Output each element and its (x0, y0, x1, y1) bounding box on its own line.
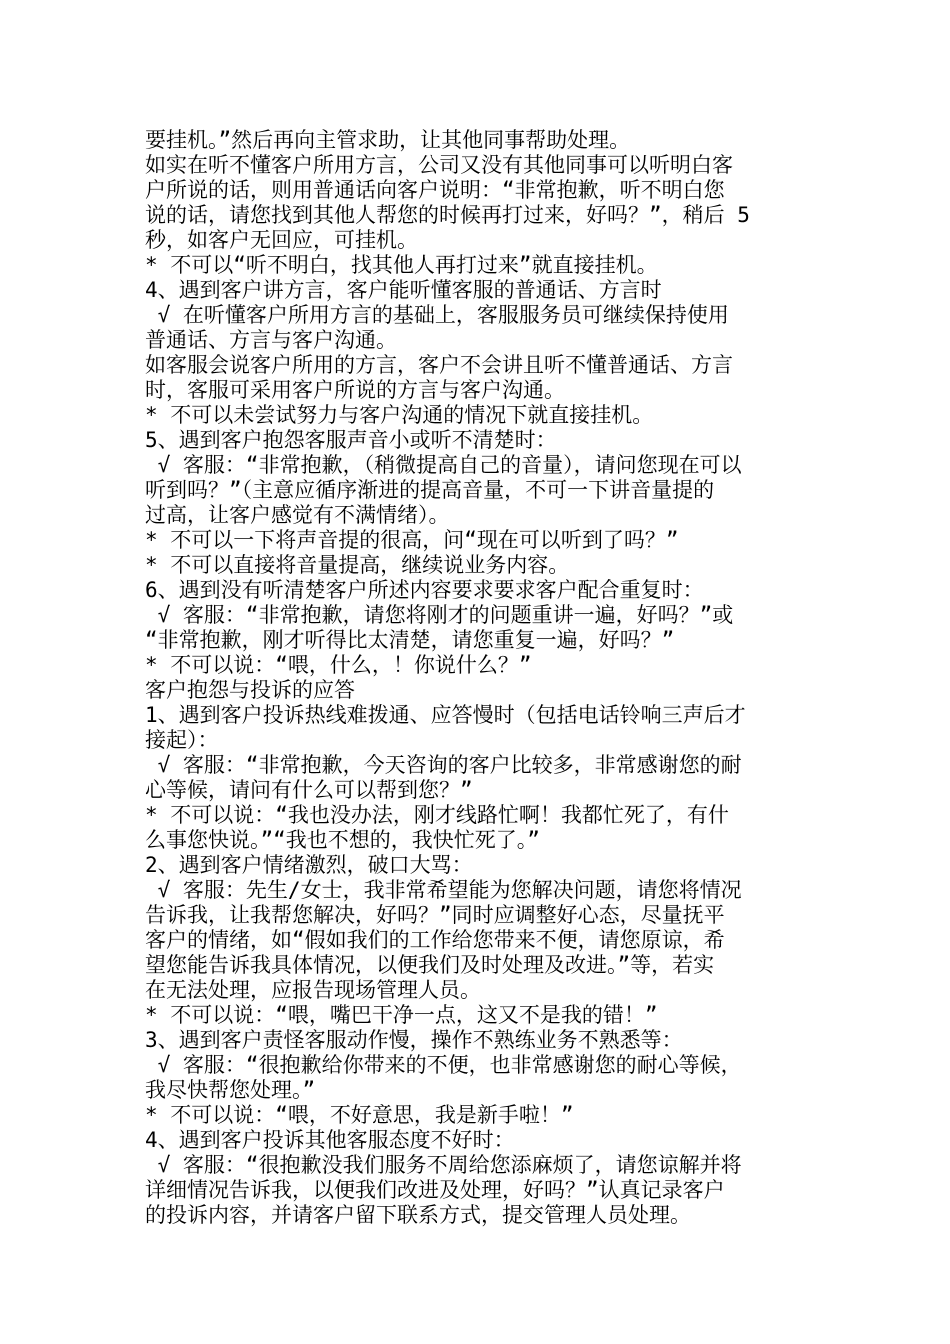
text-line: 详细情况告诉我，以便我们改进及处理，好吗？”认真记录客户 (145, 1178, 725, 1202)
text-line: 3、遇到客户责怪客服动作慢，操作不熟练业务不熟悉等： (145, 1028, 683, 1052)
text-line: √ 在听懂客户所用方言的基础上，客服服务员可继续保持使用 (145, 303, 729, 327)
text-line: 么事您快说。”“我也不想的，我快忙死了。” (145, 828, 540, 852)
text-line: “非常抱歉，刚才听得比太清楚，请您重复一遍，好吗？” (145, 628, 675, 652)
text-line: 6、遇到没有听清楚客户所述内容要求要求客户配合重复时： (145, 578, 704, 602)
text-line: 户所说的话，则用普通话向客户说明：“非常抱歉，听不明白您 (145, 178, 725, 202)
document-body (145, 128, 815, 1228)
text-line: * 不可以“听不明白，找其他人再打过来”就直接挂机。 (145, 253, 658, 277)
text-line: 心等候，请问有什么可以帮到您？” (145, 778, 473, 802)
text-line: 在无法处理，应报告现场管理人员。 (145, 978, 481, 1002)
text-line: 5、遇到客户抱怨客服声音小或听不清楚时： (145, 428, 557, 452)
text-line: 的投诉内容，并请客户留下联系方式，提交管理人员处理。 (145, 1203, 691, 1227)
text-line: √ 客服：先生/女士，我非常希望能为您解决问题，请您将情况 (145, 878, 742, 902)
text-line: * 不可以直接将音量提高，继续说业务内容。 (145, 553, 570, 577)
text-line: 接起）： (145, 728, 219, 752)
text-line: 客户的情绪，如“假如我们的工作给您带来不便，请您原谅，希 (145, 928, 725, 952)
text-line: * 不可以说：“喂，不好意思，我是新手啦！” (145, 1103, 574, 1127)
text-line: √ 客服：“非常抱歉，请您将刚才的问题重讲一遍，好吗？”或 (145, 603, 734, 627)
text-line: 望您能告诉我具体情况，以便我们及时处理及改进。”等，若实 (145, 953, 715, 977)
text-line: 普通话、方言与客户沟通。 (145, 328, 397, 352)
text-line: * 不可以说：“喂，什么，！你说什么？” (145, 653, 532, 677)
text-line: 听到吗？”（主意应循序渐进的提高音量，不可一下讲音量提的 (145, 478, 715, 502)
text-line: √ 客服：“非常抱歉，（稍微提高自己的音量），请问您现在可以 (145, 453, 742, 477)
text-line: 2、遇到客户情绪激烈，破口大骂： (145, 853, 473, 877)
text-line: 如实在听不懂客户所用方言，公司又没有其他同事可以听明白客 (145, 153, 733, 177)
text-line: * 不可以说：“喂，嘴巴干净一点，这又不是我的错！” (145, 1003, 658, 1027)
text-line: 4、遇到客户讲方言，客户能听懂客服的普通话、方言时 (145, 278, 662, 302)
text-line: * 不可以说：“我也没办法，刚才线路忙啊！我都忙死了，有什 (145, 803, 729, 827)
text-line: √ 客服：“非常抱歉，今天咨询的客户比较多，非常感谢您的耐 (145, 753, 742, 777)
text-line: 4、遇到客户投诉其他客服态度不好时： (145, 1128, 515, 1152)
text-line: * 不可以一下将声音提的很高，问“现在可以听到了吗？” (145, 528, 679, 552)
text-line: 秒，如客户无回应，可挂机。 (145, 228, 418, 252)
text-line: 说的话，请您找到其他人帮您的时候再打过来，好吗？”，稍后 5 (145, 203, 750, 227)
text-line: 如客服会说客户所用的方言，客户不会讲且听不懂普通话、方言 (145, 353, 733, 377)
text-line: 1、遇到客户投诉热线难拨通、应答慢时（包括电话铃响三声后才 (145, 703, 746, 727)
text-line: 时，客服可采用客户所说的方言与客户沟通。 (145, 378, 565, 402)
text-line: 告诉我，让我帮您解决，好吗？”同时应调整好心态，尽量抚平 (145, 903, 725, 927)
text-line: √ 客服：“很抱歉没我们服务不周给您添麻烦了，请您谅解并将 (145, 1153, 742, 1177)
text-line: 客户抱怨与投诉的应答 (145, 678, 355, 702)
text-line: √ 客服：“很抱歉给你带来的不便，也非常感谢您的耐心等候， (145, 1053, 742, 1077)
text-line: * 不可以未尝试努力与客户沟通的情况下就直接挂机。 (145, 403, 654, 427)
text-line: 过高，让客户感觉有不满情绪）。 (145, 503, 450, 527)
text-line: 我尽快帮您处理。” (145, 1078, 316, 1102)
text-line: 要挂机。”然后再向主管求助，让其他同事帮助处理。 (145, 128, 631, 152)
